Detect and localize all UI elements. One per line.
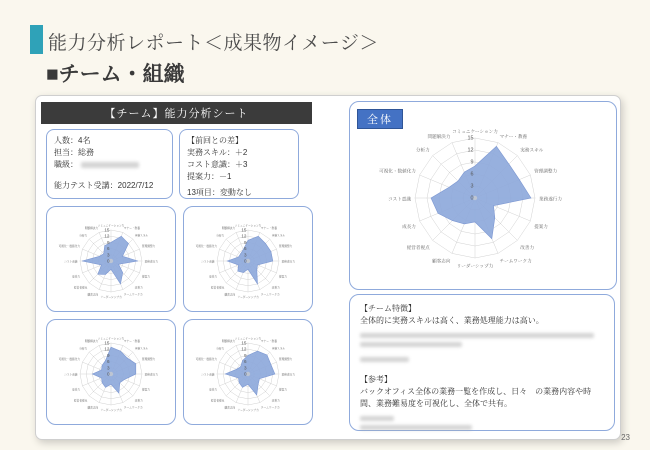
svg-text:9: 9	[106, 352, 110, 358]
overall-badge: 全体	[357, 109, 403, 129]
member-radar-card-1	[46, 206, 176, 312]
member-radar-card-4	[183, 319, 313, 425]
svg-text:顧客志向: 顧客志向	[224, 406, 236, 410]
svg-text:改善力: 改善力	[271, 399, 280, 403]
diff-line: 実務スキル：＋2	[187, 148, 248, 157]
svg-text:経営者視点: 経営者視点	[73, 286, 88, 290]
svg-text:経営者視点: 経営者視点	[210, 286, 225, 290]
diff-footer: 13項目：変動なし	[187, 188, 252, 197]
redacted-line	[360, 342, 462, 347]
svg-text:改善力: 改善力	[134, 399, 143, 403]
svg-text:業務遂行力: 業務遂行力	[144, 373, 158, 377]
svg-text:3: 3	[470, 183, 474, 190]
svg-text:業務遂行力: 業務遂行力	[144, 260, 158, 264]
radar-chart-member-2	[184, 207, 312, 311]
page-number: 23	[621, 433, 630, 442]
svg-text:問題解決力: 問題解決力	[221, 340, 236, 344]
svg-text:15: 15	[241, 227, 247, 233]
svg-text:顧客志向: 顧客志向	[87, 406, 99, 410]
svg-text:15: 15	[241, 340, 247, 346]
overall-radar-card	[349, 101, 617, 290]
svg-text:3: 3	[243, 365, 247, 371]
redacted-line	[360, 357, 409, 362]
svg-text:0: 0	[106, 371, 110, 377]
redacted-grade-value	[81, 162, 139, 168]
svg-text:提案力: 提案力	[141, 388, 150, 392]
radar-chart-member-4	[184, 320, 312, 424]
svg-text:3: 3	[106, 252, 110, 258]
main-card	[35, 95, 621, 440]
svg-text:12: 12	[467, 147, 474, 154]
svg-text:15: 15	[104, 340, 110, 346]
svg-text:0: 0	[470, 195, 474, 202]
svg-text:リーダーシップ力: リーダーシップ力	[456, 263, 494, 269]
svg-text:リーダーシップ力: リーダーシップ力	[100, 409, 122, 413]
svg-text:経営者視点: 経営者視点	[406, 244, 430, 250]
svg-text:6: 6	[470, 171, 474, 178]
info-grade-label: 職級：	[54, 160, 78, 169]
svg-text:リーダーシップ力: リーダーシップ力	[237, 296, 259, 300]
svg-text:チームワーク力: チームワーク力	[499, 258, 532, 264]
svg-text:成長力: 成長力	[402, 224, 416, 230]
svg-text:提案力: 提案力	[278, 388, 287, 392]
svg-text:マナー・教養: マナー・教養	[123, 340, 140, 344]
svg-text:0: 0	[243, 371, 247, 377]
diff-line: コスト意識：＋3	[187, 160, 248, 169]
svg-text:3: 3	[106, 365, 110, 371]
svg-text:成長力: 成長力	[72, 275, 81, 279]
svg-text:業務遂行力: 業務遂行力	[539, 196, 562, 202]
svg-text:可視化・数値化力: 可視化・数値化力	[58, 245, 81, 249]
svg-text:コスト意識: コスト意識	[388, 196, 411, 202]
svg-text:可視化・数値化力: 可視化・数値化力	[195, 245, 218, 249]
svg-text:分析力: 分析力	[79, 347, 88, 351]
svg-text:成長力: 成長力	[209, 388, 218, 392]
svg-text:実務スキル: 実務スキル	[271, 347, 286, 351]
svg-text:経営者視点: 経営者視点	[73, 399, 88, 403]
reference-title: 【参考】	[360, 375, 392, 384]
svg-text:管理調整力: 管理調整力	[278, 245, 293, 249]
svg-text:0: 0	[106, 258, 110, 264]
svg-text:コスト意識: コスト意識	[201, 373, 215, 377]
svg-text:コミュニケーション力: コミュニケーション力	[452, 129, 498, 134]
svg-text:コミュニケーション力: コミュニケーション力	[234, 224, 262, 228]
svg-text:問題解決力: 問題解決力	[427, 133, 451, 139]
info-charge: 担当：総務	[54, 148, 94, 157]
redacted-line	[360, 333, 594, 338]
svg-text:12: 12	[241, 346, 247, 352]
svg-text:チームワーク力: チームワーク力	[123, 406, 143, 410]
svg-text:チームワーク力: チームワーク力	[123, 293, 143, 297]
team-info-box	[46, 129, 173, 199]
svg-text:0: 0	[243, 258, 247, 264]
svg-text:6: 6	[243, 246, 247, 252]
svg-text:マナー・教養: マナー・教養	[123, 227, 140, 231]
svg-text:6: 6	[243, 359, 247, 365]
svg-text:改善力: 改善力	[520, 244, 535, 250]
section-title: ■チーム・組織	[46, 63, 185, 86]
svg-text:実務スキル: 実務スキル	[134, 234, 149, 238]
svg-text:チームワーク力: チームワーク力	[260, 406, 280, 410]
title-accent-bar	[30, 25, 43, 54]
svg-text:業務遂行力: 業務遂行力	[281, 373, 295, 377]
feature-title: 【チーム特徴】	[360, 304, 416, 313]
svg-text:可視化・数値化力: 可視化・数値化力	[195, 358, 218, 362]
svg-text:リーダーシップ力: リーダーシップ力	[237, 409, 259, 413]
member-radar-card-2	[183, 206, 313, 312]
feature-body: 全体的に実務スキルは高く、業務処理能力は高い。	[360, 316, 544, 325]
svg-text:改善力: 改善力	[271, 286, 280, 290]
svg-text:成長力: 成長力	[72, 388, 81, 392]
svg-text:成長力: 成長力	[209, 275, 218, 279]
svg-text:可視化・数値化力: 可視化・数値化力	[58, 358, 81, 362]
member-radar-card-3	[46, 319, 176, 425]
radar-chart-overall	[350, 102, 616, 289]
svg-text:顧客志向: 顧客志向	[87, 293, 99, 297]
svg-text:分析力: 分析力	[415, 147, 430, 153]
svg-text:分析力: 分析力	[216, 347, 225, 351]
svg-text:顧客志向: 顧客志向	[432, 258, 451, 264]
radar-chart-member-1	[47, 207, 175, 311]
svg-text:リーダーシップ力: リーダーシップ力	[100, 296, 122, 300]
redacted-line	[360, 416, 394, 421]
svg-text:12: 12	[104, 233, 110, 239]
svg-text:管理調整力: 管理調整力	[534, 168, 558, 174]
info-test-date: 能力テスト受講：2022/7/12	[54, 181, 154, 190]
svg-text:マナー・教養: マナー・教養	[260, 340, 277, 344]
svg-text:分析力: 分析力	[216, 234, 225, 238]
svg-text:12: 12	[104, 346, 110, 352]
svg-text:改善力: 改善力	[134, 286, 143, 290]
svg-text:問題解決力: 問題解決力	[221, 227, 236, 231]
svg-text:6: 6	[106, 359, 110, 365]
svg-text:コミュニケーション力: コミュニケーション力	[97, 224, 125, 228]
svg-text:マナー・教養: マナー・教養	[499, 133, 528, 139]
svg-text:9: 9	[470, 159, 474, 166]
svg-text:管理調整力: 管理調整力	[141, 358, 156, 362]
svg-text:マナー・教養: マナー・教養	[260, 227, 277, 231]
svg-text:管理調整力: 管理調整力	[141, 245, 156, 249]
reference-body: バックオフィス全体の業務一覧を作成し、日々 の業務内容や時間、業務難易度を可視化し、全体で共有。	[360, 387, 592, 408]
svg-text:実務スキル: 実務スキル	[271, 234, 286, 238]
svg-text:15: 15	[104, 227, 110, 233]
svg-text:分析力: 分析力	[79, 234, 88, 238]
svg-text:9: 9	[243, 352, 247, 358]
svg-text:3: 3	[243, 252, 247, 258]
svg-text:管理調整力: 管理調整力	[278, 358, 293, 362]
diff-line: 提案力：－1	[187, 172, 232, 181]
svg-text:6: 6	[106, 246, 110, 252]
svg-text:15: 15	[467, 135, 474, 142]
svg-text:12: 12	[241, 233, 247, 239]
radar-chart-member-3	[47, 320, 175, 424]
svg-text:9: 9	[106, 239, 110, 245]
svg-text:コスト意識: コスト意識	[64, 260, 78, 264]
svg-text:実務スキル: 実務スキル	[520, 147, 544, 153]
svg-text:コスト意識: コスト意識	[64, 373, 78, 377]
svg-text:9: 9	[243, 239, 247, 245]
svg-text:可視化・数値化力: 可視化・数値化力	[379, 168, 416, 174]
svg-text:チームワーク力: チームワーク力	[260, 293, 280, 297]
team-sheet-header: 【チーム】能力分析シート	[41, 102, 312, 124]
svg-text:実務スキル: 実務スキル	[134, 347, 149, 351]
svg-text:顧客志向: 顧客志向	[224, 293, 236, 297]
diff-title: 【前回との差】	[187, 136, 243, 145]
page-title: 能力分析レポート＜成果物イメージ＞	[48, 33, 379, 54]
svg-text:経営者視点: 経営者視点	[210, 399, 225, 403]
svg-text:提案力: 提案力	[141, 275, 150, 279]
svg-text:提案力: 提案力	[534, 224, 548, 230]
feature-card	[349, 294, 615, 431]
svg-text:コミュニケーション力: コミュニケーション力	[97, 337, 125, 341]
svg-text:コミュニケーション力: コミュニケーション力	[234, 337, 262, 341]
svg-text:コスト意識: コスト意識	[201, 260, 215, 264]
svg-text:提案力: 提案力	[278, 275, 287, 279]
info-members: 人数：4名	[54, 136, 91, 145]
diff-box	[179, 129, 299, 199]
redacted-line	[360, 425, 472, 430]
svg-text:問題解決力: 問題解決力	[84, 227, 99, 231]
svg-text:業務遂行力: 業務遂行力	[281, 260, 295, 264]
svg-text:問題解決力: 問題解決力	[84, 340, 99, 344]
